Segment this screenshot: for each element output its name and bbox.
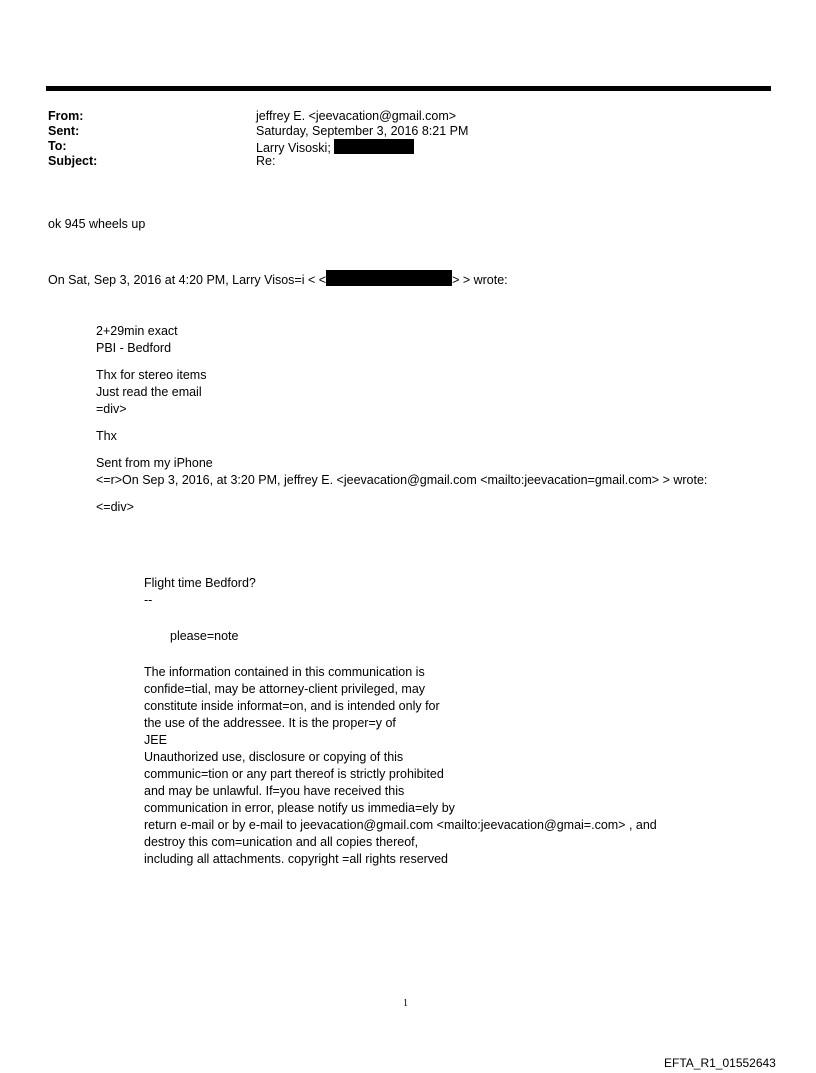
disclaimer-line: the use of the addressee. It is the proper=y of — [144, 716, 396, 730]
sent-label: Sent: — [48, 124, 80, 138]
quote-line: <=div> — [96, 500, 134, 514]
disclaimer-line: confide=tial, may be attorney-client privileged, may — [144, 682, 426, 696]
to-label: To: — [48, 139, 67, 153]
quote-line: -- — [144, 593, 153, 607]
quote-level-2 — [144, 575, 256, 609]
subject-value: Re: — [256, 154, 276, 168]
disclaimer-line: Unauthorized use, disclosure or copying of this — [144, 750, 404, 764]
disclaimer-line: return e-mail or by e-mail to jeevacation@gmail.com <mailto:jeevacation@gmai=.com> , and — [144, 818, 657, 832]
header-divider — [46, 86, 771, 91]
to-value-wrap — [256, 139, 748, 154]
quote-line: PBI - Bedford — [96, 341, 172, 355]
bates-number: EFTA_R1_01552643 — [664, 1056, 776, 1070]
disclaimer-line: communication in error, please notify us immedia=ely by — [144, 801, 455, 815]
disclaimer-line: destroy this com=unication and all copies thereof, — [144, 835, 419, 849]
disclaimer-line: constitute inside informat=on, and is intended only for — [144, 699, 440, 713]
disclaimer-line: and may be unlawful. If=you have received this — [144, 784, 405, 798]
sent-row — [48, 124, 748, 139]
subject-row — [48, 154, 748, 169]
quote-line: Just read the email — [96, 385, 202, 399]
quote-line: 2+29min exact — [96, 324, 178, 338]
quote-line: <=r>On Sep 3, 2016, at 3:20 PM, jeffrey E. <jeevacation@gmail.com <mailto:jeevacation=gmail.com> > wrote: — [96, 473, 708, 487]
please-note: please=note — [170, 629, 239, 643]
to-value: Larry Visoski; — [256, 141, 331, 155]
sent-value: Saturday, September 3, 2016 8:21 PM — [256, 124, 469, 138]
disclaimer-line: JEE — [144, 733, 167, 747]
from-label: From: — [48, 109, 84, 123]
to-row — [48, 139, 748, 154]
quote-line: Sent from my iPhone — [96, 456, 213, 470]
quote-line: Thx — [96, 429, 117, 443]
disclaimer-line: The information contained in this communication is — [144, 665, 425, 679]
quote-intro-suffix: > > wrote: — [452, 273, 508, 287]
redaction-box — [326, 270, 452, 286]
subject-label: Subject: — [48, 154, 98, 168]
quote-intro — [48, 270, 508, 289]
quote-line: Thx for stereo items — [96, 368, 207, 382]
redaction-box — [334, 139, 414, 154]
email-header — [48, 109, 748, 169]
quote-line: Flight time Bedford? — [144, 576, 256, 590]
quote-intro-prefix: On Sat, Sep 3, 2016 at 4:20 PM, Larry Visos=i < < — [48, 273, 327, 287]
reply-text: ok 945 wheels up — [48, 217, 146, 231]
quote-line: =div> — [96, 402, 127, 416]
disclaimer-line: communic=tion or any part thereof is strictly prohibited — [144, 767, 444, 781]
disclaimer — [144, 664, 657, 868]
page-number: 1 — [403, 998, 408, 1009]
disclaimer-line: including all attachments. copyright =all rights reserved — [144, 852, 448, 866]
from-row — [48, 109, 748, 124]
quote-level-1 — [96, 323, 707, 516]
from-value: jeffrey E. <jeevacation@gmail.com> — [256, 109, 457, 123]
